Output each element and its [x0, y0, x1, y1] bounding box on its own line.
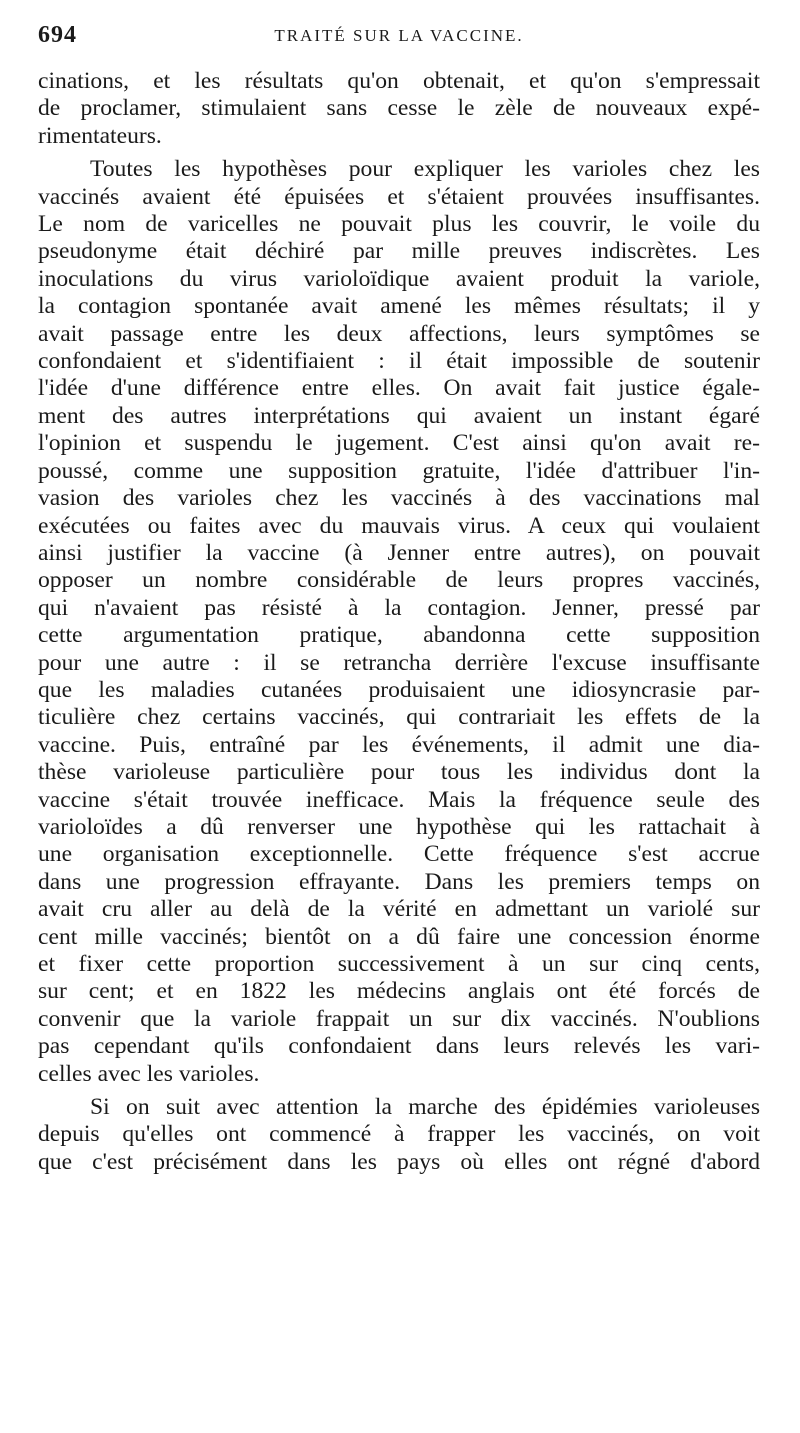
text-line: thèse varioleuse particulière pour tous les individus dont la: [38, 759, 760, 786]
text-line: convenir que la variole frappait un sur dix vaccinés. N'oublions: [38, 1005, 760, 1032]
text-line: avait passage entre les deux affections, leurs symptômes se: [38, 320, 760, 347]
paragraph: [38, 68, 760, 150]
text-line: ainsi justifier la vaccine (à Jenner entre autres), on pouvait: [38, 539, 760, 566]
text-line: que les maladies cutanées produisaient une idiosyncrasie par-: [38, 676, 760, 703]
text-line: cinations, et les résultats qu'on obtenait, et qu'on s'empressait: [38, 68, 760, 94]
text-line: ticulière chez certains vaccinés, qui contrariait les effets de la: [38, 704, 760, 731]
text-line: que c'est précisément dans les pays où elles ont régné d'abord: [38, 1148, 760, 1175]
text-line: vaccine s'était trouvée inefficace. Mais la fréquence seule des: [38, 786, 760, 813]
page-number: 694: [38, 22, 77, 48]
text-line: varioloïdes a dû renverser une hypothèse qui les rattachait à: [38, 813, 760, 840]
text-line: avait cru aller au delà de la vérité en admettant un variolé sur: [38, 896, 760, 923]
text-line: Toutes les hypothèses pour expliquer les varioles chez les: [90, 156, 760, 183]
text-line: dans une progression effrayante. Dans les premiers temps on: [38, 868, 760, 895]
text-line: sur cent; et en 1822 les médecins anglais ont été forcés de: [38, 978, 760, 1005]
text-line: cent mille vaccinés; bientôt on a dû faire une concession énorme: [38, 923, 760, 950]
paragraph: [38, 156, 760, 1088]
text-line: vaccinés avaient été épuisées et s'étaient prouvées insuffisantes.: [38, 183, 760, 210]
text-line: opposer un nombre considérable de leurs propres vaccinés,: [38, 567, 760, 594]
text-line: et fixer cette proportion successivement à un sur cinq cents,: [38, 951, 760, 977]
page-header: [38, 22, 760, 58]
body-text: [38, 68, 760, 1176]
text-line: exécutées ou faites avec du mauvais virus. A ceux qui voulaient: [38, 512, 760, 539]
text-line: qui n'avaient pas résisté à la contagion. Jenner, pressé par: [38, 594, 760, 621]
text-line: rimentateurs.: [38, 122, 162, 149]
text-line: la contagion spontanée avait amené les mêmes résultats; il y: [38, 293, 760, 320]
text-line: de proclamer, stimulaient sans cesse le zèle de nouveaux expé-: [38, 95, 760, 122]
text-line: pour une autre : il se retrancha derrière l'excuse insuffisante: [38, 649, 760, 676]
text-line: confondaient et s'identifiaient : il était impossible de soutenir: [38, 348, 760, 375]
text-line: inoculations du virus varioloïdique avaient produit la variole,: [38, 265, 760, 292]
text-line: depuis qu'elles ont commencé à frapper les vaccinés, on voit: [38, 1121, 760, 1148]
paragraph: [38, 1094, 760, 1176]
text-line: Le nom de varicelles ne pouvait plus les couvrir, le voile du: [38, 211, 760, 238]
text-line: vaccine. Puis, entraîné par les événements, il admit une dia-: [38, 731, 760, 758]
text-line: ment des autres interprétations qui avaient un instant égaré: [38, 402, 760, 429]
text-line: vasion des varioles chez les vaccinés à des vaccinations mal: [38, 485, 760, 512]
text-line: celles avec les varioles.: [38, 1060, 260, 1087]
text-line: l'opinion et suspendu le jugement. C'est ainsi qu'on avait re-: [38, 430, 760, 457]
text-line: pseudonyme était déchiré par mille preuves indiscrètes. Les: [38, 238, 760, 265]
text-line: une organisation exceptionnelle. Cette fréquence s'est accrue: [38, 841, 760, 868]
text-line: cette argumentation pratique, abandonna cette supposition: [38, 622, 760, 649]
text-line: pas cependant qu'ils confondaient dans leurs relevés les vari-: [38, 1033, 760, 1060]
text-line: l'idée d'une différence entre elles. On avait fait justice égale-: [38, 375, 760, 402]
text-line: poussé, comme une supposition gratuite, l'idée d'attribuer l'in-: [38, 457, 760, 484]
running-title: TRAITÉ SUR LA VACCINE.: [274, 26, 524, 45]
text-line: Si on suit avec attention la marche des épidémies varioleuses: [90, 1094, 760, 1121]
